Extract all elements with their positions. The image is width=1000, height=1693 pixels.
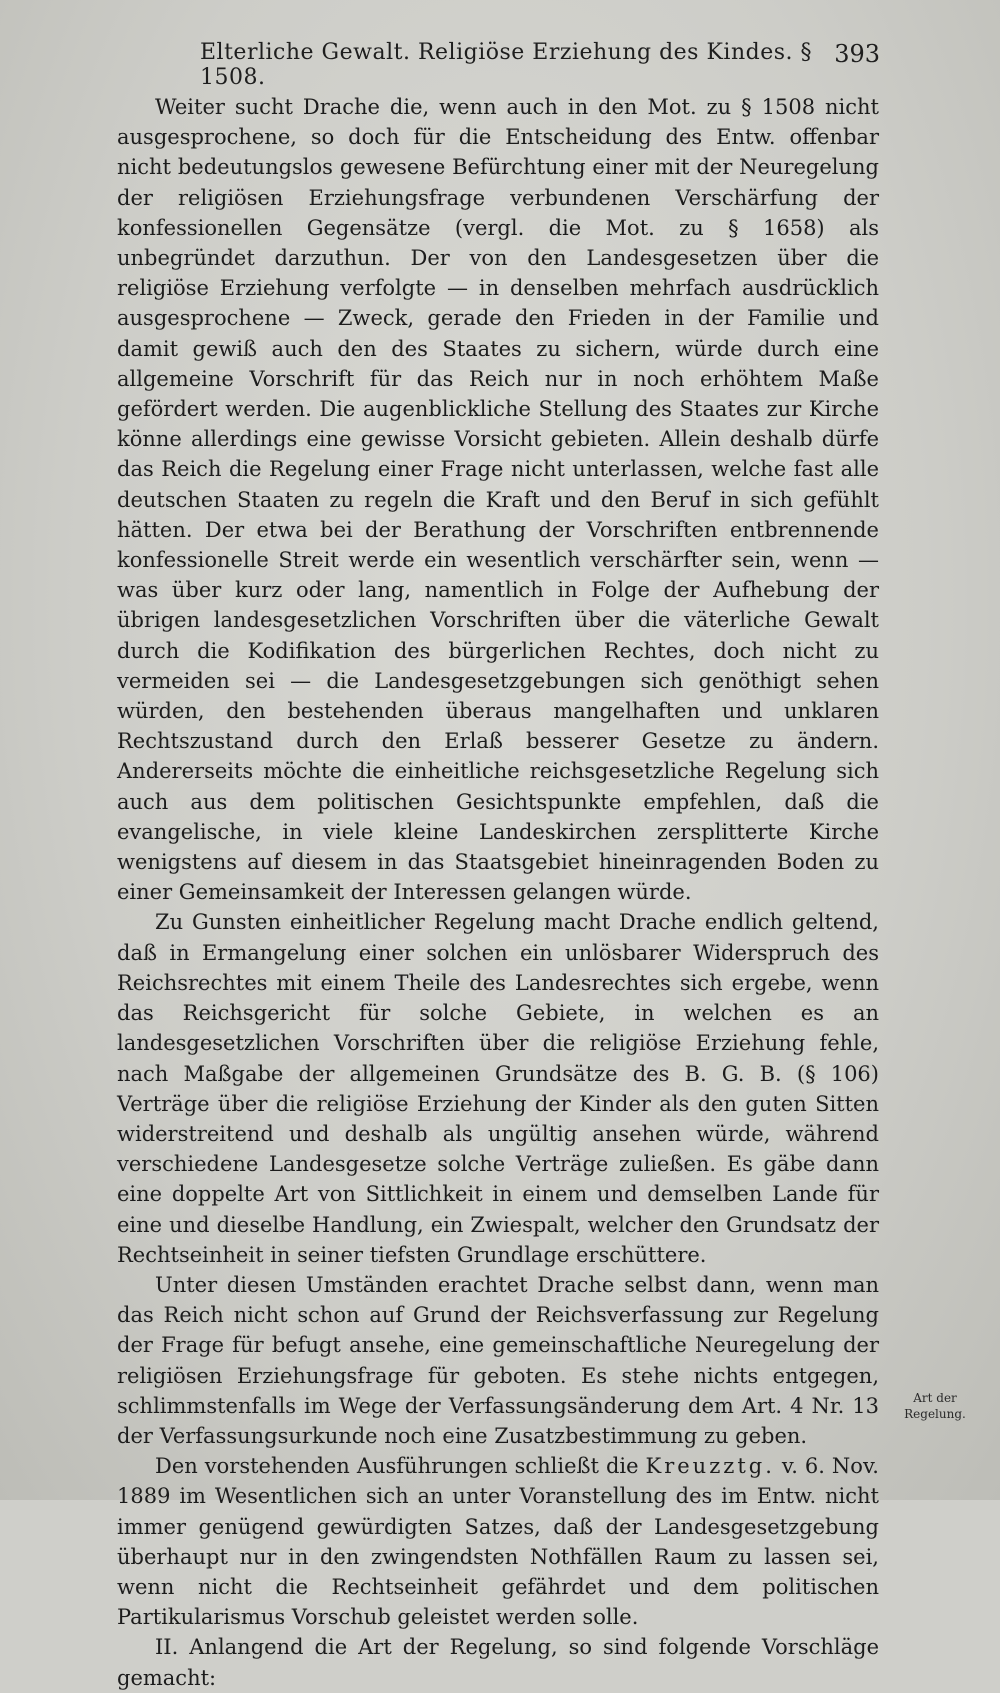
paragraph-4-rest: v. 6. Nov. 1889 im Wesentlichen sich an unter Voranstellung des im Entw. nicht immer genügend gewürdigten Satzes, daß der Landesgesetzgebung überhaupt nur in den zwingendsten Nothfällen Raum zu lassen sei, wenn nicht die Rechtseinheit gefährdet und dem politischen Partikularismus Vorschub geleistet werden solle. bbox=[117, 1454, 879, 1630]
paragraph-4-start: Den vorstehenden Ausführungen schließt die bbox=[155, 1454, 646, 1479]
running-header bbox=[200, 40, 880, 90]
running-head-title: Elterliche Gewalt. Religiöse Erziehung des Kindes. § 1508. bbox=[200, 40, 812, 90]
margin-note-line-1: Art der bbox=[913, 1391, 957, 1405]
page-number: 393 bbox=[834, 40, 880, 68]
paragraph-4 bbox=[117, 1451, 879, 1632]
paragraph-5: II. Anlangend die Art der Regelung, so sind folgende Vorschläge gemacht: bbox=[117, 1635, 879, 1690]
margin-note-line-2: Regelung. bbox=[904, 1407, 966, 1421]
paragraph-2: Zu Gunsten einheitlicher Regelung macht Drache endlich geltend, daß in Ermangelung einer solchen ein unlösbarer Widerspruch des Reichsrechtes mit einem Theile des Landesrechtes sich ergebe, wenn das Reichsgericht für solche Gebiete, in welchen es an landesgesetzlichen Vorschriften über die religiöse Erziehung fehle, nach Maßgabe der allgemeinen Grundsätze des B. G. B. (§ 106) Verträge über die religiöse Erziehung der Kinder als den guten Sitten widerstreitend und deshalb als ungültig ansehen würde, während verschiedene Landesgesetze solche Verträge zuließen. Es gäbe dann eine doppelte Art von Sittlichkeit in einem und demselben Lande für eine und dieselbe Handlung, ein Zwiespalt, welcher den Grundsatz der Rechtseinheit in seiner tiefsten Grundlage erschüttere. bbox=[117, 910, 879, 1267]
paragraph-1: Weiter sucht Drache die, wenn auch in den Mot. zu § 1508 nicht ausgesprochene, so doch für die Entscheidung des Entw. offenbar nicht bedeutungslos gewesene Befürchtung einer mit der Neuregelung der religiösen Erziehungsfrage verbundenen Verschärfung der konfessionellen Gegensätze (vergl. die Mot. zu § 1658) als unbegründet darzuthun. Der von den Landesgesetzen über die religiöse Erziehung verfolgte — in denselben mehrfach ausdrücklich ausgesprochene — Zweck, gerade den Frieden in der Familie und damit gewiß auch den des Staates zu sichern, würde durch eine allgemeine Vorschrift für das Reich nur in noch erhöhtem Maße gefördert werden. Die augenblickliche Stellung des Staates zur Kirche könne allerdings eine gewisse Vorsicht gebieten. Allein deshalb dürfe das Reich die Regelung einer Frage nicht unterlassen, welche fast alle deutschen Staaten zu regeln die Kraft und den Beruf in sich gefühlt hätten. Der etwa bei der Berathung der Vorschriften entbrennende konfessionelle Streit werde ein wesentlich verschärfter sein, wenn — was über kurz oder lang, namentlich in Folge der Aufhebung der übrigen landesgesetzlichen Vorschriften über die väterliche Gewalt durch die Kodifikation des bürgerlichen Rechtes, doch nicht zu vermeiden sei — die Landesgesetzgebungen sich genöthigt sehen würden, den bestehenden überaus mangelhaften und unklaren Rechtszustand durch den Erlaß besserer Gesetze zu ändern. Andererseits möchte die einheitliche reichsgesetzliche Regelung sich auch aus dem politischen Gesichtspunkte empfehlen, daß die evangelische, in viele kleine Landeskirchen zersplitterte Kirche wenigstens auf diesem in das Staatsgebiet hineinragenden Boden zu einer Gemeinsamkeit der Interessen gelangen würde. bbox=[117, 95, 879, 905]
margin-note bbox=[890, 1390, 980, 1422]
paragraph-3: Unter diesen Umständen erachtet Drache selbst dann, wenn man das Reich nicht schon auf Grund der Reichsverfassung zur Regelung der Frage für befugt ansehe, eine gemeinschaftliche Neuregelung der religiösen Erziehungsfrage für geboten. Es stehe nichts entgegen, schlimmstenfalls im Wege der Verfassungsänderung dem Art. 4 Nr. 13 der Verfassungsurkunde noch eine Zusatzbestimmung zu geben. bbox=[117, 1272, 879, 1448]
newspaper-name: Kreuzztg. bbox=[645, 1454, 775, 1479]
body-text bbox=[117, 92, 879, 1693]
